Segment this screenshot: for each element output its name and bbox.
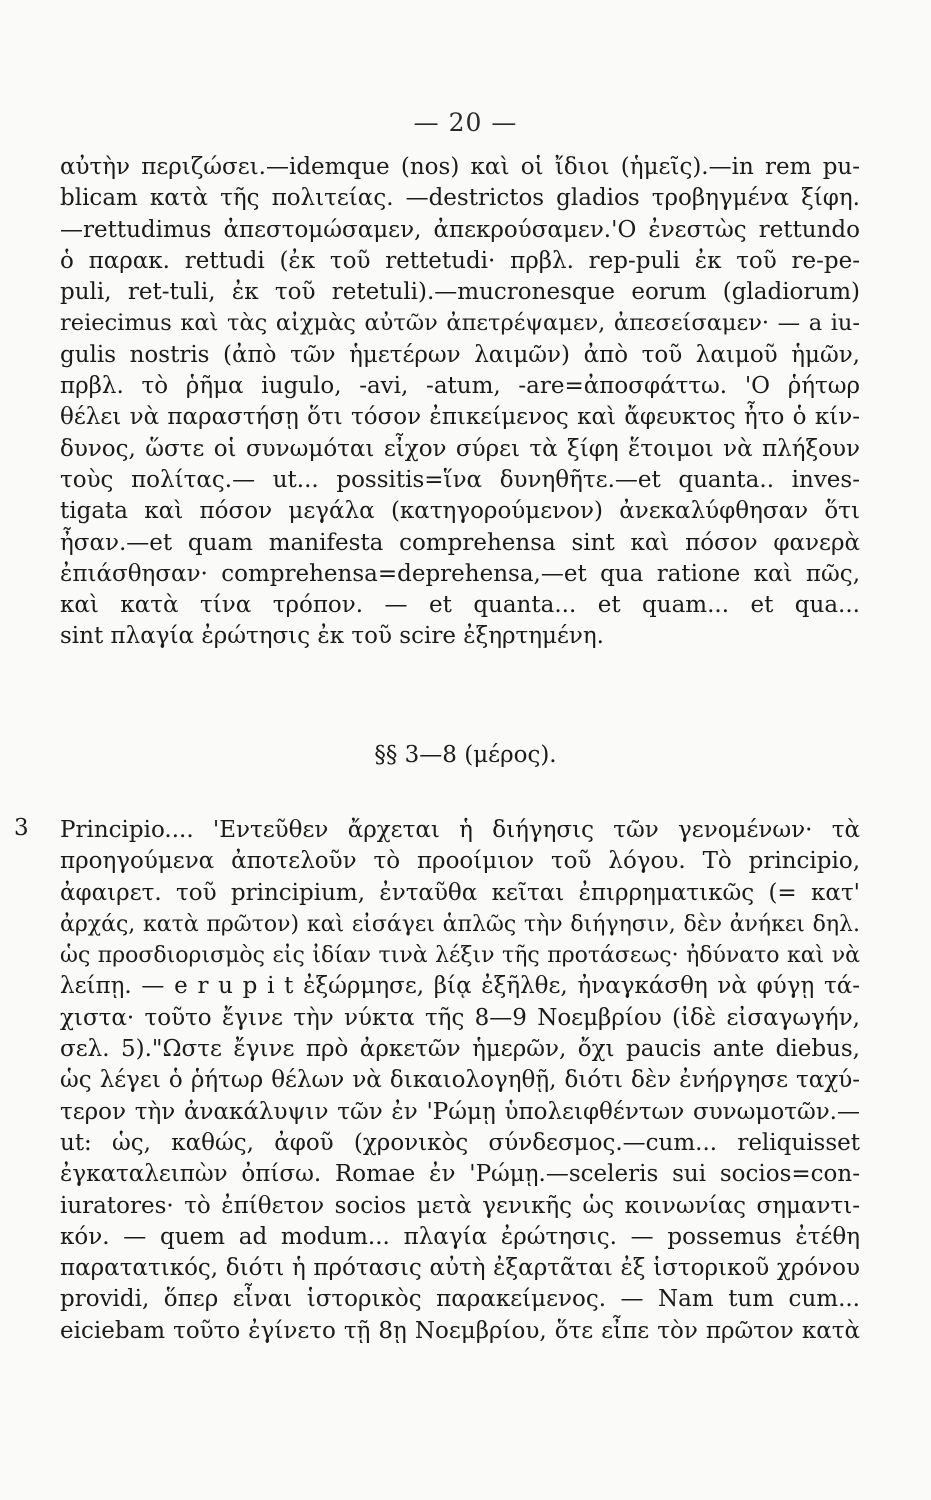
text-line: eiciebam τοῦτο ἐγίνετο τῇ 8ῃ Νοεμβρίου, ὅτε εἶπε τὸν πρῶτον κατὰ (60, 1317, 860, 1344)
text-line: ὁ παρακ. rettudi (ἐκ τοῦ rettetudi· πρβλ. rep-puli ἐκ τοῦ re-pe- (60, 247, 860, 274)
paragraph-number: 3 (14, 815, 29, 841)
paragraph-commentary-1 (60, 152, 860, 653)
text-line: ἐπιάσθησαν· comprehensa=deprehensa,—et qua ratione καὶ πῶς, (60, 560, 860, 587)
text-line: παρατατικός, διότι ἡ πρότασις αὐτὴ ἐξαρτᾶται ἐξ ἱστορικοῦ χρόνου (60, 1255, 860, 1282)
text-line: ἀφαιρετ. τοῦ principium, ἐνταῦθα κεῖται ἐπιρρηματικῶς (= κατ' (60, 879, 860, 906)
text-line: ut: ὡς, καθώς, ἀφοῦ (χρονικὸς σύνδεσμος.—cum... reliquisset (60, 1129, 860, 1156)
text-line: τοὺς πολίτας.— ut... possitis=ἵνα δυνηθῆτε.—et quanta.. inves- (60, 466, 860, 493)
text-line: iuratores· τὸ ἐπίθετον socios μετὰ γενικῆς ὡς κοινωνίας σημαντι- (60, 1192, 860, 1219)
text-line: λείπῃ. — e r u p i t ἐξώρμησε, βίᾳ ἐξῆλθε, ἠναγκάσθη νὰ φύγῃ τά- (60, 973, 860, 1000)
text-line: προηγούμενα ἀποτελοῦν τὸ προοίμιον τοῦ λόγου. Τὸ principio, (60, 848, 860, 875)
text-line: sint πλαγία ἐρώτησις ἐκ τοῦ scire ἐξηρτημένη. (60, 623, 604, 650)
text-line: θέλει νὰ παραστήσῃ ὅτι τόσον ἐπικείμενος καὶ ἄφευκτος ἦτο ὁ κίν- (60, 404, 860, 431)
text-line: providi, ὅπερ εἶναι ἱστορικὸς παρακείμενος. — Nam tum cum... (60, 1286, 860, 1313)
text-line: reiecimus καὶ τὰς αἰχμὰς αὐτῶν ἀπετρέψαμεν, ἀπεσείσαμεν· — a iu- (60, 310, 860, 337)
text-line: ἀρχάς, κατὰ πρῶτον) καὶ εἰσάγει ἁπλῶς τὴν διήγησιν, δὲν ἀνήκει δηλ. (60, 911, 860, 937)
text-line: tigata καὶ πόσον μεγάλα (κατηγορούμενον) ἀνεκαλύφθησαν ὅτι (60, 498, 860, 525)
text-line: πρβλ. τὸ ῥῆμα iugulo, -avi, -atum, -are=ἀποσφάττω. 'Ο ῥήτωρ (60, 373, 860, 400)
text-line: ἐγκαταλειπὼν ὀπίσω. Romae ἐν 'Ρώμῃ.—sceleris sui socios=con- (60, 1161, 860, 1188)
text-line: σελ. 5)."Ωστε ἔγινε πρὸ ἀρκετῶν ἡμερῶν, ὄχι paucis ante diebus, (60, 1036, 860, 1063)
text-line: κόν. — quem ad modum... πλαγία ἐρώτησις. — possemus ἐτέθη (60, 1223, 860, 1250)
paragraph-commentary-3 (60, 815, 860, 1347)
page-number: — 20 — (413, 108, 518, 137)
section-heading: §§ 3—8 (μέρος). (374, 742, 557, 768)
text-line: gulis nostris (ἀπὸ τῶν ἡμετέρων λαιμῶν) ἀπὸ τοῦ λαιμοῦ ἡμῶν, (60, 341, 860, 368)
text-line: χιστα· τοῦτο ἔγινε τὴν νύκτα τῆς 8—9 Νοεμβρίου (ἰδὲ εἰσαγωγήν, (60, 1004, 860, 1031)
text-line: blicam κατὰ τῆς πολιτείας. —destrictos gladios τροβηγμένα ξίφη. (60, 185, 860, 212)
text-line: ἦσαν.—et quam manifesta comprehensa sint καὶ πόσον φανερὰ (60, 529, 860, 556)
text-line: —rettudimus ἀπεστομώσαμεν, ἀπεκρούσαμεν.'Ο ἐνεστὼς rettundo (60, 216, 860, 243)
text-line: Principio.... 'Εντεῦθεν ἄρχεται ἡ διήγησις τῶν γενομένων· τὰ (60, 817, 860, 843)
text-line: puli, ret-tuli, ἐκ τοῦ retetuli).—mucronesque eorum (gladiorum) (60, 279, 860, 306)
text-line: αὐτὴν περιζώσει.—idemque (nos) καὶ οἱ ἴδιοι (ἡμεῖς).—in rem pu- (60, 154, 860, 180)
text-line: ὡς προσδιορισμὸς εἰς ἰδίαν τινὰ λέξιν τῆς προτάσεως· ἠδύνατο καὶ νὰ (60, 943, 860, 969)
text-line: δυνος, ὥστε οἱ συνωμόται εἶχον σύρει τὰ ξίφη ἕτοιμοι νὰ πλήξουν (60, 435, 860, 462)
text-line: ὡς λέγει ὁ ῥήτωρ θέλων νὰ δικαιολογηθῇ, διότι δὲν ἐνήργησε ταχύ- (60, 1067, 860, 1094)
text-line: τερον τὴν ἀνακάλυψιν τῶν ἐν 'Ρώμῃ ὑπολειφθέντων συνωμοτῶν.— (60, 1098, 860, 1125)
text-line: καὶ κατὰ τίνα τρόπον. — et quanta... et quam... et qua... (60, 592, 860, 619)
